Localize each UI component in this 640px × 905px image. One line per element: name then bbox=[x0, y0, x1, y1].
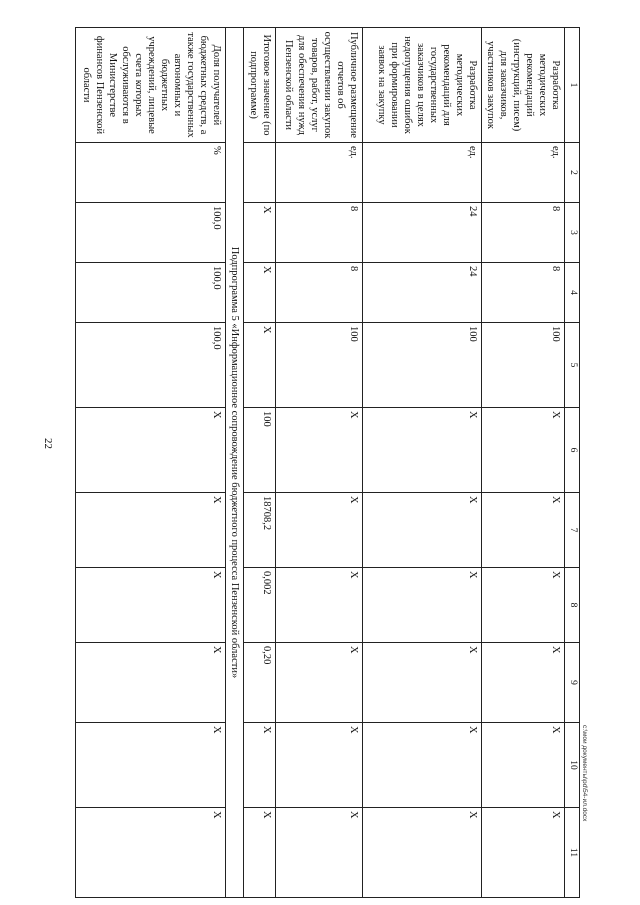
cell: X bbox=[276, 493, 363, 568]
cell: X bbox=[276, 408, 363, 493]
cell: 8 bbox=[276, 263, 363, 323]
cell: X bbox=[76, 808, 226, 898]
col-header: 6 bbox=[565, 408, 580, 493]
cell: ед. bbox=[276, 143, 363, 203]
col-header: 5 bbox=[565, 323, 580, 408]
cell: 0,20 bbox=[244, 643, 276, 723]
cell: 100,0 bbox=[76, 203, 226, 263]
cell: X bbox=[76, 493, 226, 568]
col-header: 11 bbox=[565, 808, 580, 898]
cell: 100,0 bbox=[76, 263, 226, 323]
table-row bbox=[363, 28, 482, 898]
cell: X bbox=[244, 263, 276, 323]
cell: X bbox=[363, 568, 482, 643]
table-row bbox=[482, 28, 565, 898]
cell: X bbox=[76, 643, 226, 723]
cell: X bbox=[244, 723, 276, 808]
col-header: 9 bbox=[565, 643, 580, 723]
col-header: 2 bbox=[565, 143, 580, 203]
cell: X bbox=[244, 203, 276, 263]
cell: 100 bbox=[244, 408, 276, 493]
cell: X bbox=[482, 493, 565, 568]
cell: X bbox=[276, 568, 363, 643]
col-header: 1 bbox=[565, 28, 580, 143]
cell: X bbox=[244, 808, 276, 898]
cell bbox=[244, 143, 276, 203]
table-row bbox=[76, 28, 226, 898]
cell: 100 bbox=[363, 323, 482, 408]
col-header: 10 bbox=[565, 723, 580, 808]
cell: 8 bbox=[482, 263, 565, 323]
cell: X bbox=[482, 808, 565, 898]
page-number: 22 bbox=[42, 438, 54, 449]
indicator-name: Итоговое значение (по подпрограмме) bbox=[244, 28, 276, 143]
col-header: 7 bbox=[565, 493, 580, 568]
col-header: 3 bbox=[565, 203, 580, 263]
cell: X bbox=[363, 493, 482, 568]
cell: X bbox=[276, 643, 363, 723]
col-header: 4 bbox=[565, 263, 580, 323]
cell: ед. bbox=[363, 143, 482, 203]
cell: 100,0 bbox=[76, 323, 226, 408]
cell: % bbox=[76, 143, 226, 203]
cell: X bbox=[244, 323, 276, 408]
cell: 24 bbox=[363, 263, 482, 323]
cell: X bbox=[276, 808, 363, 898]
indicator-name: Публичное размещение отчетов об осуществлении закупок товаров, работ, услуг для обеспечения нужд Пензенской области bbox=[276, 28, 363, 143]
indicator-name: Доля получателей бюджетных средств, а также государственных автономных и бюджетных учреждений, лицевые счета которых обслуживаются в Министерстве финансов Пензенской области bbox=[76, 28, 226, 143]
indicator-table-rotated bbox=[40, 27, 580, 897]
cell: 8 bbox=[276, 203, 363, 263]
cell: X bbox=[482, 723, 565, 808]
cell: ед. bbox=[482, 143, 565, 203]
subprogram-title: Подпрограмма 5 «Информационное сопровождение бюджетного процесса Пензенской области» bbox=[226, 28, 244, 898]
cell: 100 bbox=[482, 323, 565, 408]
cell: X bbox=[363, 723, 482, 808]
cell: 0,002 bbox=[244, 568, 276, 643]
file-path-footer: c:\мои документы\pd\54-ил.docx bbox=[581, 725, 588, 822]
cell: X bbox=[76, 408, 226, 493]
cell: 8 bbox=[482, 203, 565, 263]
indicator-name: Разработка методических рекомендаций (инструкций, писем) для заказчиков, участников закупок bbox=[482, 28, 565, 143]
indicator-name: Разработка методических рекомендаций для государственных заказчиков в целях недопущения ошибок при формировании заявок на закупку bbox=[363, 28, 482, 143]
cell: X bbox=[482, 568, 565, 643]
column-number-row bbox=[565, 28, 580, 898]
table-row bbox=[276, 28, 363, 898]
cell: X bbox=[363, 643, 482, 723]
subprogram-row bbox=[226, 28, 244, 898]
cell: X bbox=[363, 408, 482, 493]
col-header: 8 bbox=[565, 568, 580, 643]
table-row-total bbox=[244, 28, 276, 898]
cell: X bbox=[276, 723, 363, 808]
cell: X bbox=[76, 723, 226, 808]
indicator-table bbox=[75, 27, 580, 898]
cell: 100 bbox=[276, 323, 363, 408]
cell: 24 bbox=[363, 203, 482, 263]
cell: X bbox=[482, 408, 565, 493]
cell: 18708,2 bbox=[244, 493, 276, 568]
cell: X bbox=[76, 568, 226, 643]
cell: X bbox=[363, 808, 482, 898]
cell: X bbox=[482, 643, 565, 723]
